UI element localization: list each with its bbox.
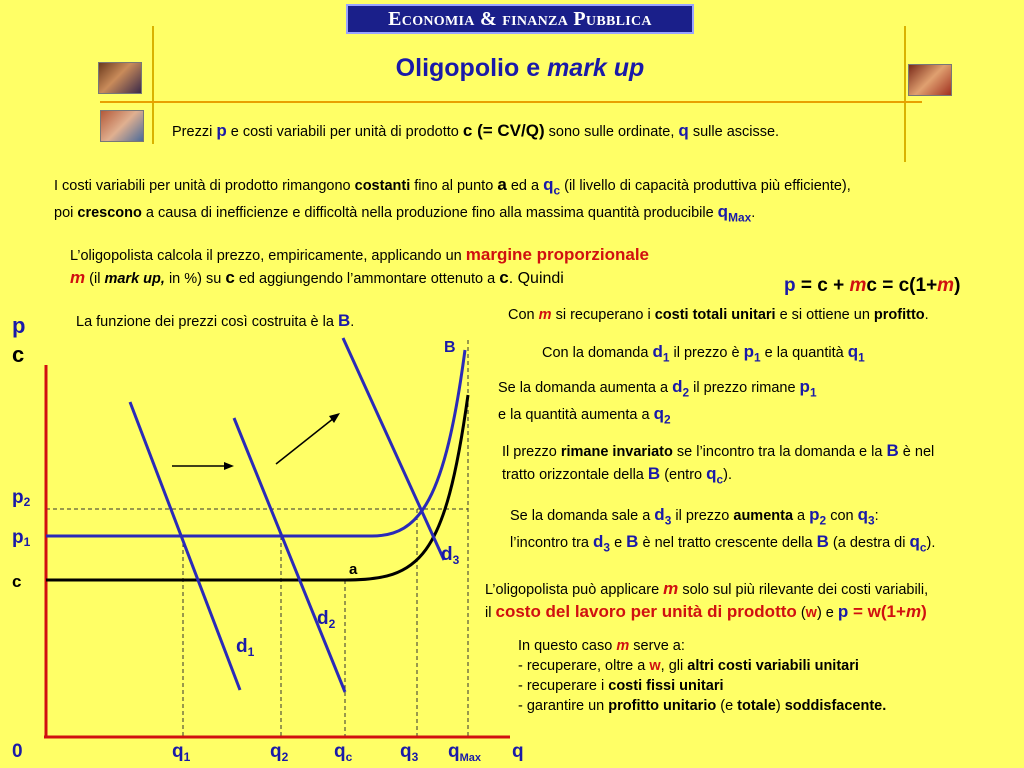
course-banner: Economia & finanza Pubblica [346, 4, 694, 34]
demand-shift-arrows [172, 413, 340, 470]
note-funzioni-markup: In questo caso m serve a: - recuperare, oltre a w, gli altri costi variabili unitari - recuperare i costi fissi unitari - garantire un profitto unitario (e totale) soddisfacente. [518, 638, 887, 714]
y-axis-label-c: c [12, 342, 25, 367]
point-label-a: a [349, 561, 358, 578]
tick-qc: $q_c$ [334, 741, 353, 764]
note-costo-lavoro: L’oligopolista può applicare m solo sul più rilevante dei costi variabili, il costo del lavoro per unità di prodotto (w) e p = w(1+m) [485, 579, 929, 621]
tick-p2: p2 [12, 487, 31, 509]
demand-label-d2: $d_2$ [317, 608, 336, 631]
markup-paragraph: L’oligopolista calcola il prezzo, empiricamente, applicando un margine proporzionale m (il mark up, in %) su c ed aggiungendo l’ammontare ottenuto a c. Quindi [70, 245, 650, 287]
demand-label-d1: $d_1$ [236, 636, 255, 659]
demand-label-d3: $d_3$ [441, 544, 460, 567]
intro-text: Prezzi p e costi variabili per unità di prodotto c (= CV/Q) sono sulle ordinate, q sulle ascisse. [172, 121, 780, 140]
tick-qmax: $q_{Max}$ [448, 741, 482, 764]
curve-label-b: B [444, 339, 456, 356]
note-domanda-d1: Con la domanda $d_1$ il prezzo è $p_1$ e la quantità $q_1$ [542, 342, 865, 365]
note-domanda-d3: Se la domanda sale a $d_3$ il prezzo aumenta a $p_2$ con $q_3$: l’incontro tra $d_3$ e B è nel tratto crescente della B (a destra di $q_c$). [510, 505, 936, 555]
chart-guides [46, 340, 468, 737]
tick-q3: $q_3$ [400, 741, 419, 764]
slide-title: Oligopolio e mark up [395, 54, 645, 82]
x-axis-label-q: q [512, 741, 524, 762]
cost-curve [46, 395, 468, 580]
demand-curve-d3 [343, 338, 444, 560]
tick-q2: $q_2$ [270, 741, 289, 764]
note-domanda-d2: Se la domanda aumenta a $d_2$ il prezzo rimane $p_1$ e la quantità aumenta a $q_2$ [498, 377, 817, 427]
markup-formula: p = c + mc = c(1+m) [784, 275, 961, 296]
tick-c: c [12, 572, 22, 591]
note-costi-totali: Con m si recuperano i costi totali unitari e si ottiene un profitto. [508, 307, 929, 323]
demand-curve-d1 [130, 402, 240, 690]
origin-label: 0 [12, 741, 23, 762]
tick-q1: $q_1$ [172, 741, 191, 764]
tick-p1: p1 [12, 527, 31, 549]
price-curve-b [46, 350, 465, 536]
curve-note: La funzione dei prezzi così costruita è la B. [76, 311, 355, 330]
costs-paragraph: I costi variabili per unità di prodotto rimangono costanti fino al punto a ed a $q_c$ (il livello di capacità produttiva più efficiente), poi crescono a causa di inefficienze e difficoltà nella produzione fino alla massima quantità producibile $q_{Max}$. [54, 175, 851, 225]
note-prezzo-invariato: Il prezzo rimane invariato se l’incontro tra la domanda e la B è nel tratto orizzontale della B (entro $q_c$). [502, 441, 935, 487]
y-axis-label-p: p [12, 313, 26, 338]
